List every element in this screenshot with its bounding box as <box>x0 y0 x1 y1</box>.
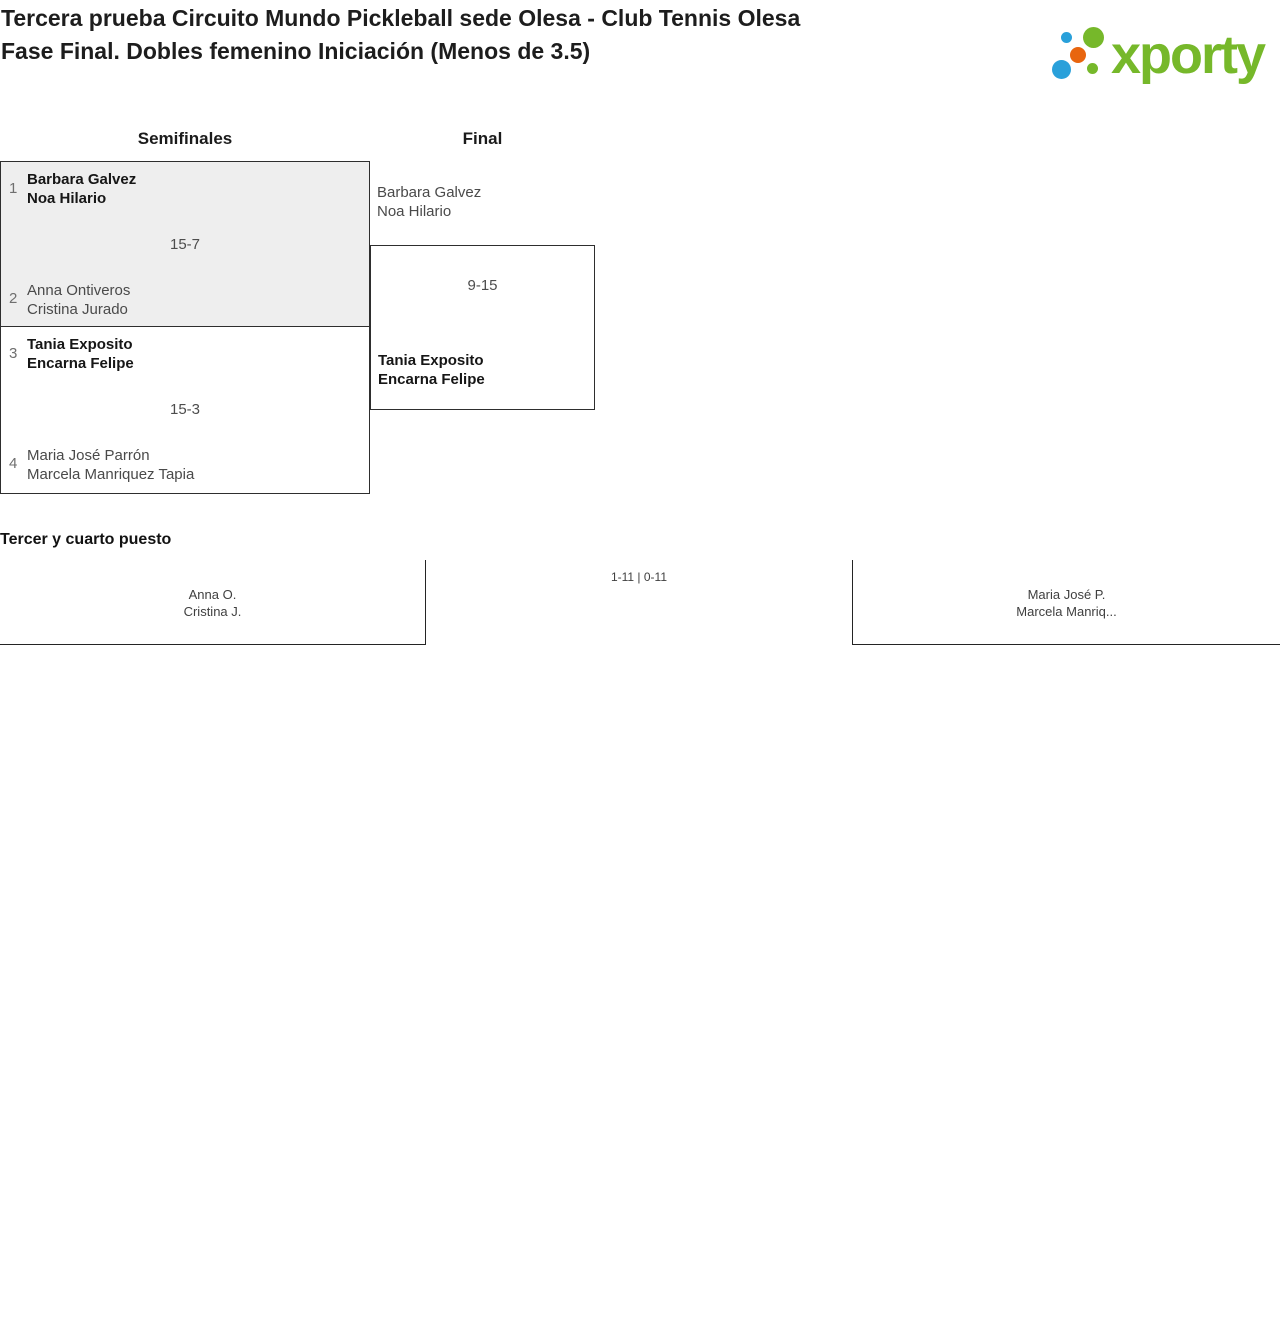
team-third-place-left <box>0 560 425 620</box>
player-name: Noa Hilario <box>27 190 107 207</box>
team-semifinal2-top <box>27 335 134 373</box>
player-name: Anna Ontiveros <box>27 282 131 299</box>
semifinal-2-match <box>0 327 370 494</box>
player-name: Maria José Parrón <box>27 447 150 464</box>
third-place-team-left <box>0 560 426 645</box>
page-title: Tercera prueba Circuito Mundo Pickleball sede Olesa - Club Tennis Olesa <box>1 5 801 31</box>
player-name: Encarna Felipe <box>27 355 134 372</box>
player-name: Tania Exposito <box>378 352 484 369</box>
round-header-semifinals: Semifinales <box>137 129 233 148</box>
player-name: Barbara Galvez <box>377 184 482 201</box>
player-name: Barbara Galvez <box>27 171 137 188</box>
match-score: 15-7 <box>169 236 201 253</box>
team-semifinal1-top <box>27 170 136 208</box>
semifinal-1-match <box>0 161 370 327</box>
third-place-score: 1-11 | 0-11 <box>610 570 668 584</box>
page-header <box>1 2 881 68</box>
team-final-top <box>377 183 481 221</box>
xporty-logo[interactable] <box>1050 26 1270 94</box>
logo-wordmark: xporty <box>1111 25 1265 85</box>
third-place-team-right <box>852 560 1280 645</box>
player-name: Cristina Jurado <box>27 301 128 318</box>
logo-dot-icon <box>1070 47 1086 63</box>
player-name: Cristina J. <box>183 604 242 619</box>
player-name: Anna O. <box>188 587 237 602</box>
final-match <box>370 245 595 410</box>
seed-number: 2 <box>9 290 18 307</box>
team-semifinal2-bottom <box>27 446 194 484</box>
logo-dot-icon <box>1087 63 1098 74</box>
third-place-heading: Tercer y cuarto puesto <box>0 531 172 548</box>
player-name: Tania Exposito <box>27 336 133 353</box>
player-name: Marcela Manriq... <box>1016 604 1117 619</box>
player-name: Encarna Felipe <box>378 371 485 388</box>
logo-dot-icon <box>1052 60 1071 79</box>
seed-number: 4 <box>9 455 18 472</box>
team-semifinal1-bottom <box>27 281 130 319</box>
page-subtitle: Fase Final. Dobles femenino Iniciación (Menos de 3.5) <box>1 38 591 64</box>
player-name: Noa Hilario <box>377 203 452 220</box>
logo-dot-icon <box>1061 32 1072 43</box>
player-name: Maria José P. <box>1027 587 1106 602</box>
logo-dot-icon <box>1083 27 1104 48</box>
player-name: Marcela Manriquez Tapia <box>27 466 195 483</box>
seed-number: 3 <box>9 345 18 362</box>
match-score: 9-15 <box>467 277 498 294</box>
match-score: 15-3 <box>169 401 201 418</box>
team-third-place-right <box>853 560 1280 620</box>
seed-number: 1 <box>9 180 18 197</box>
round-header-final: Final <box>462 129 503 148</box>
team-final-bottom <box>378 351 485 389</box>
